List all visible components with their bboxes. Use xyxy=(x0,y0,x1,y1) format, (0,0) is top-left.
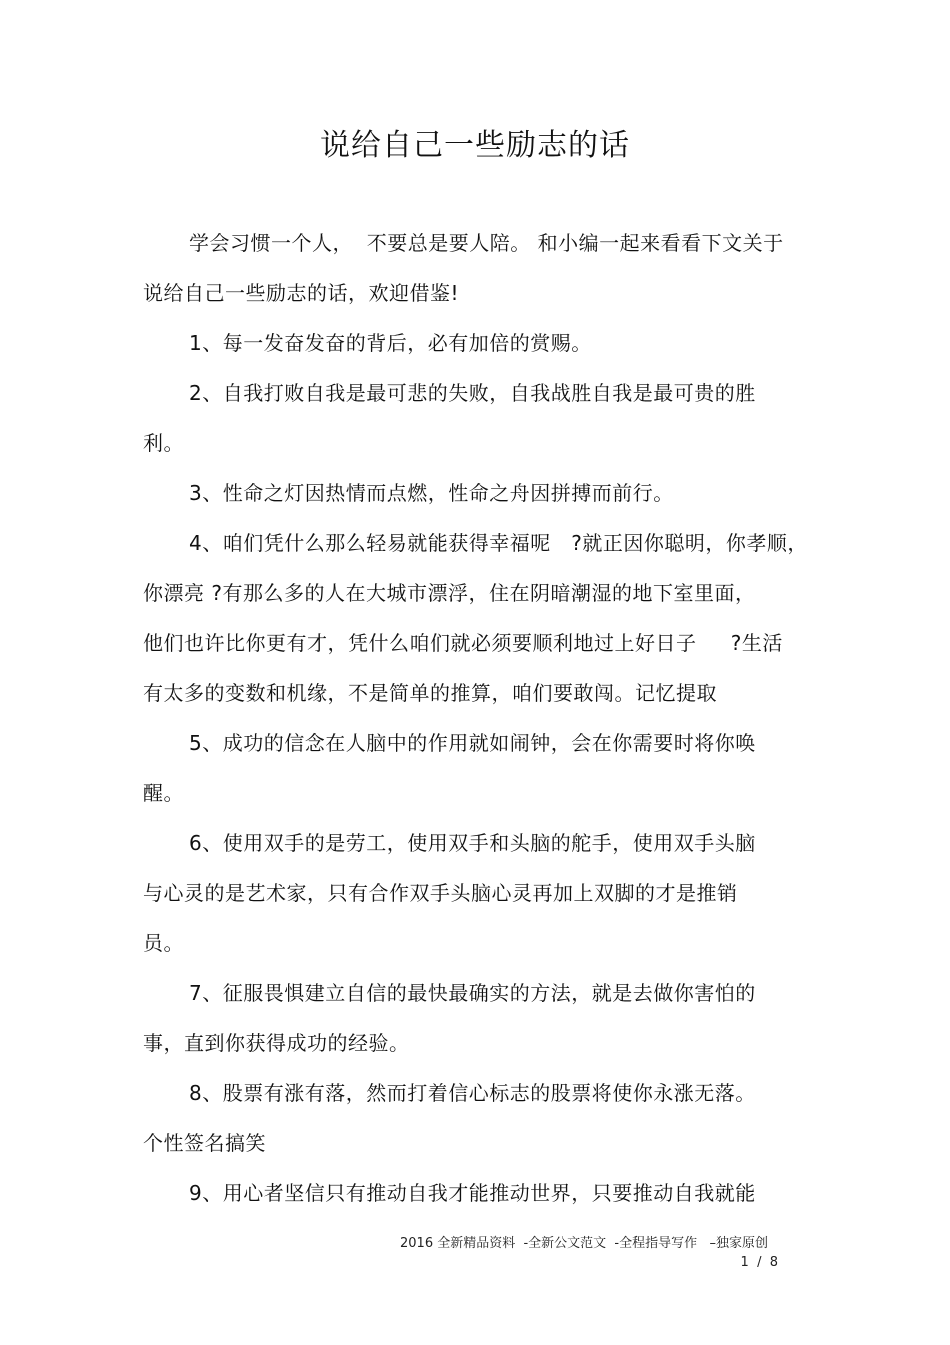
text-line: 9、用心者坚信只有推动自我才能推动世界，只要推动自我就能 xyxy=(189,1181,756,1205)
text-line: 2、自我打败自我是最可悲的失败，自我战胜自我是最可贵的胜 xyxy=(189,381,756,405)
text-line: 员。 xyxy=(143,931,184,955)
text-line: 利。 xyxy=(143,431,184,455)
text-line: 他们也许比你更有才，凭什么咱们就必须要顺利地过上好日子 ?生活 xyxy=(143,631,783,655)
text-line: 醒。 xyxy=(143,781,184,805)
text-line: 5、成功的信念在人脑中的作用就如闹钟，会在你需要时将你唤 xyxy=(189,731,756,755)
text-line: 事，直到你获得成功的经验。 xyxy=(143,1031,410,1055)
text-line: 3、性命之灯因热情而点燃，性命之舟因拼搏而前行。 xyxy=(189,481,674,505)
text-line: 1、每一发奋发奋的背后，必有加倍的赏赐。 xyxy=(189,331,592,355)
document-body xyxy=(143,218,813,1218)
text-line: 4、咱们凭什么那么轻易就能获得幸福呢 ?就正因你聪明，你孝顺， xyxy=(189,531,808,555)
text-line: 8、股票有涨有落，然而打着信心标志的股票将使你永涨无落。 xyxy=(189,1081,756,1105)
page-footer xyxy=(400,1234,778,1272)
footer-caption: 2016 全新精品资料 -全新公文范文 -全程指导写作 –独家原创 xyxy=(400,1236,769,1251)
document-title: 说给自己一些励志的话 xyxy=(320,128,630,163)
text-line: 与心灵的是艺术家，只有合作双手头脑心灵再加上双脚的才是推销 xyxy=(143,881,738,905)
text-line: 说给自己一些励志的话，欢迎借鉴! xyxy=(143,281,460,305)
text-line: 有太多的变数和机缘，不是简单的推算，咱们要敢闯。记忆提取 xyxy=(143,681,717,705)
text-line: 你漂亮 ?有那么多的人在大城市漂浮，住在阴暗潮湿的地下室里面， xyxy=(143,581,756,605)
text-line: 个性签名搞笑 xyxy=(143,1131,266,1155)
text-line: 6、使用双手的是劳工，使用双手和头脑的舵手，使用双手头脑 xyxy=(189,831,756,855)
text-line: 7、征服畏惧建立自信的最快最确实的方法，就是去做你害怕的 xyxy=(189,981,756,1005)
page-number: 1 / 8 xyxy=(740,1255,778,1270)
text-line: 学会习惯一个人， 不要总是要人陪。 和小编一起来看看下文关于 xyxy=(189,231,784,255)
